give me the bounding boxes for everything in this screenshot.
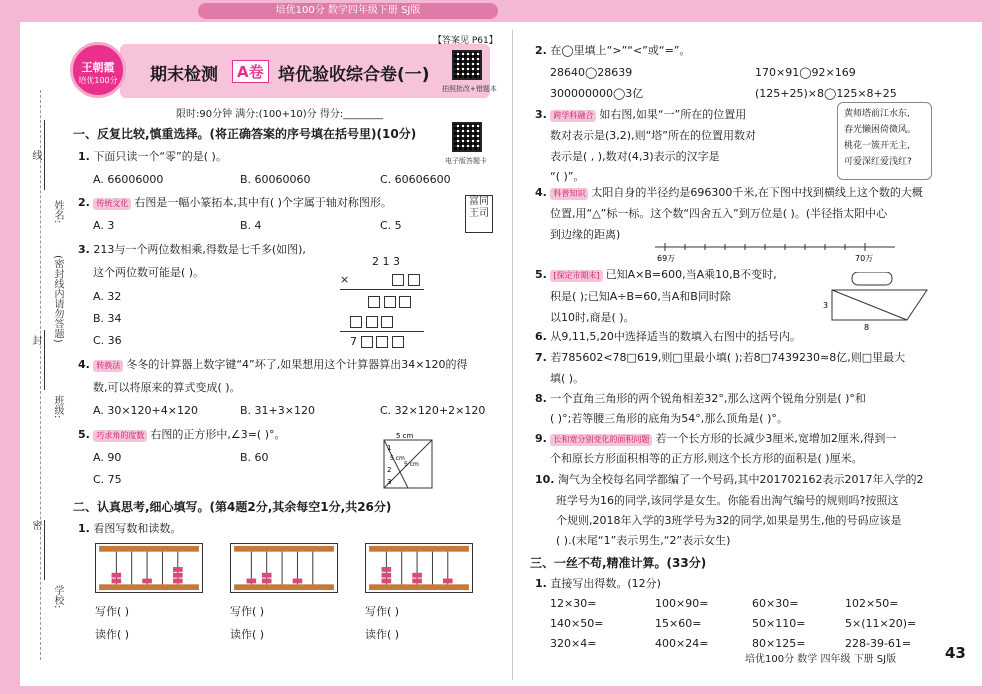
multiplicand: 2 1 3 xyxy=(372,255,400,268)
qr-code-icon[interactable] xyxy=(452,122,482,152)
q1-option-b[interactable]: B. 60060060 xyxy=(240,173,311,186)
digit-box[interactable] xyxy=(366,316,378,328)
seal-mark-secret: 密 xyxy=(30,520,41,530)
s2q10-line4: ( ).(末尾“1”表示男生,“2”表示女生) xyxy=(556,534,731,547)
q4-option-a[interactable]: A. 30×120+4×120 xyxy=(93,404,198,417)
digit-box[interactable] xyxy=(399,296,411,308)
q4-option-b[interactable]: B. 31+3×120 xyxy=(240,404,315,417)
write-blank-3[interactable]: 写作( ) xyxy=(365,605,400,618)
calc-item[interactable]: 80×125= xyxy=(752,637,806,650)
result-seven: 7 xyxy=(350,335,357,348)
q5-option-a[interactable]: A. 90 xyxy=(93,451,122,464)
read-blank-2[interactable]: 读作( ) xyxy=(230,628,265,641)
poem-line: 春光懒困倚微风。 xyxy=(844,125,917,135)
title-badge: A卷 xyxy=(232,60,269,83)
q4-text2: 数,可以将原来的算式变成( )。 xyxy=(93,381,241,394)
s2q3-line3: 表示是( , ),数对(4,3)表示的汉字是 xyxy=(550,150,720,163)
qr-code-icon[interactable] xyxy=(452,50,482,80)
calc-item[interactable]: 400×24= xyxy=(655,637,709,650)
s2q10-line1: 淘气为全校每名同学都编了一个号码,其中201702162表示2017年入学的2 xyxy=(558,473,924,486)
trap-height-label: 3 xyxy=(823,301,829,310)
q2-text: 右图是一幅小篆拓本,其中有( )个字属于轴对称图形。 xyxy=(134,196,392,209)
calc-item[interactable]: 228-39-61= xyxy=(845,637,912,650)
q-num: 1. xyxy=(535,577,547,590)
calc-item[interactable]: 5×(11×20)= xyxy=(845,617,917,630)
q4-option-c[interactable]: C. 32×120+2×120 xyxy=(380,404,486,417)
calc-item[interactable]: 50×110= xyxy=(752,617,806,630)
seal-dashed-line xyxy=(40,90,41,660)
answer-ref: 【答案见 P61】 xyxy=(433,36,498,46)
calc-item[interactable]: 320×4= xyxy=(550,637,597,650)
q1-text: 下面只读一个“零”的是( )。 xyxy=(93,150,227,163)
qr1-caption: 拍照批改+错题本 xyxy=(442,85,497,93)
calc-item[interactable]: 60×30= xyxy=(752,597,799,610)
digit-box[interactable] xyxy=(392,336,404,348)
time-limit: 限时:90分钟 满分:(100+10)分 得分:________ xyxy=(176,109,384,120)
digit-box[interactable] xyxy=(361,336,373,348)
q3-option-a[interactable]: A. 32 xyxy=(93,290,122,303)
s2q7-line2: 填( )。 xyxy=(550,372,585,385)
ruler-label-70: 70万 xyxy=(855,254,874,262)
name-label: 姓名: xyxy=(52,200,63,224)
digit-box[interactable] xyxy=(408,274,420,286)
poem-line: 桃花一簇开无主, xyxy=(844,141,910,151)
column-divider xyxy=(512,30,513,680)
s2q9-tag: 长和宽分别变化的面积问题 xyxy=(550,434,652,446)
rule-line xyxy=(340,331,424,332)
abacus-figure xyxy=(365,543,473,593)
compare-2[interactable]: 170×91◯92×169 xyxy=(755,66,856,79)
trap-base-label: 8 xyxy=(864,323,870,332)
abacus-figure xyxy=(95,543,203,593)
q-num: 3. xyxy=(535,108,547,121)
s2q2-text: 在◯里填上“>”“<”或“=”。 xyxy=(550,44,691,57)
compare-1[interactable]: 28640◯28639 xyxy=(550,66,633,79)
s2q4-line2: 位置,用“△”标一标。这个数“四舍五入”到万位是( )。(半径指太阳中心 xyxy=(550,207,888,220)
q3-text1: 213与一个两位数相乘,得数是七千多(如图), xyxy=(93,243,306,256)
s2q7-line1: 若785602<78□619,则□里最小填( );若8□7439230≈8亿,则□里最大 xyxy=(550,351,906,364)
s2q3-tag: 跨学科融合 xyxy=(550,110,596,122)
q2-tag: 传统文化 xyxy=(93,198,131,210)
class-blank[interactable] xyxy=(44,330,45,390)
digit-box[interactable] xyxy=(392,274,404,286)
q-num: 9. xyxy=(535,432,547,445)
s2q10-line3: 个规则,2018年入学的3班学号为32的同学,如果是男生,他的号码应该是 xyxy=(556,514,902,527)
digit-box[interactable] xyxy=(384,296,396,308)
calc-item[interactable]: 12×30= xyxy=(550,597,597,610)
s2q5-tag: [保定市期末] xyxy=(550,270,602,282)
s2q8-line1: 一个直角三角形的两个锐角相差32°,那么这两个锐角分别是( )°和 xyxy=(550,392,866,405)
s2q4-tag: 科普知识 xyxy=(550,188,588,200)
s3q1-text: 直接写出得数。(12分) xyxy=(550,577,661,590)
s2q9-line2: 个和原长方形面积相等的正方形,则这个长方形的面积是( )厘米。 xyxy=(550,452,863,465)
q2-option-c[interactable]: C. 5 xyxy=(380,219,402,232)
read-blank-3[interactable]: 读作( ) xyxy=(365,628,400,641)
logo-text: 王朝霞 xyxy=(81,61,115,74)
section2-title: 二、认真思考,细心填写。(第4题2分,其余每空1分,共26分) xyxy=(73,500,392,514)
digit-box[interactable] xyxy=(368,296,380,308)
s2q5-line1: 已知A×B=600,当A乘10,B不变时, xyxy=(605,268,777,281)
q2-option-b[interactable]: B. 4 xyxy=(240,219,262,232)
s2q5-line2: 积是( );已知A÷B=60,当A和B同时除 xyxy=(550,290,731,303)
q3-option-c[interactable]: C. 36 xyxy=(93,334,122,347)
q-num: 5. xyxy=(535,268,547,281)
q-num: 2. xyxy=(78,196,90,209)
school-blank[interactable] xyxy=(44,520,45,580)
q5-option-c[interactable]: C. 75 xyxy=(93,473,122,486)
right-border xyxy=(982,22,1000,694)
q-num: 4. xyxy=(78,358,90,371)
side-label: 5 cm xyxy=(404,461,419,468)
s2q3-line4: “( )”。 xyxy=(550,170,585,183)
trapezoid-shape xyxy=(832,290,927,320)
q5-text: 右图的正方形中,∠3=( )°。 xyxy=(150,428,286,441)
name-blank[interactable] xyxy=(44,120,45,190)
q-num: 2. xyxy=(535,44,547,57)
top-border xyxy=(0,0,1000,22)
number-line[interactable] xyxy=(655,242,895,262)
qr2-caption: 电子版答题卡 xyxy=(445,157,487,165)
s2q3-line1: 如右图,如果“一”所在的位置用 xyxy=(599,108,747,121)
q-num: 6. xyxy=(535,330,547,343)
digit-box[interactable] xyxy=(350,316,362,328)
q1-option-c[interactable]: C. 60606600 xyxy=(380,173,451,186)
q3-text2: 这个两位数可能是( )。 xyxy=(93,266,205,279)
brand-logo xyxy=(70,42,126,98)
s2q9-line1: 若一个长方形的长减少3厘米,宽增加2厘米,得到一 xyxy=(655,432,897,445)
calc-item[interactable]: 100×90= xyxy=(655,597,709,610)
write-blank-1[interactable]: 写作( ) xyxy=(95,605,130,618)
square-angle-figure xyxy=(378,432,440,490)
side-label: 5 cm xyxy=(396,432,414,440)
s2q10-line2: 班学号为16的同学,该同学是女生。你能看出淘气编号的规则吗?按照这 xyxy=(556,494,899,507)
class-label: 班级: xyxy=(52,395,63,419)
rule-line xyxy=(340,289,424,290)
seal-mark-seal: 封 xyxy=(30,335,41,345)
q4-tag: 转换法 xyxy=(93,360,123,372)
read-blank-1[interactable]: 读作( ) xyxy=(95,628,130,641)
s2q5-line3: 以10时,商是( )。 xyxy=(550,311,635,324)
logo-subtext: 培优100分 xyxy=(78,76,118,85)
s2q4-line1: 太阳自身的半径约是696300千米,在下图中找到横线上这个数的大概 xyxy=(591,186,923,199)
compare-4[interactable]: (125+25)×8◯125×8+25 xyxy=(755,87,897,100)
angle-label: 2 xyxy=(387,466,392,474)
q-num: 1. xyxy=(78,522,90,535)
trapezoid-diagonal xyxy=(832,290,907,320)
q3-option-b[interactable]: B. 34 xyxy=(93,312,122,325)
q-num: 4. xyxy=(535,186,547,199)
q-num: 10. xyxy=(535,473,555,486)
school-label: 学校: xyxy=(52,585,63,609)
q-num: 8. xyxy=(535,392,547,405)
q5-option-b[interactable]: B. 60 xyxy=(240,451,269,464)
digit-box[interactable] xyxy=(376,336,388,348)
seal-note: (密封线内请勿答题) xyxy=(52,255,63,343)
s2q1-text: 看图写数和读数。 xyxy=(93,522,182,535)
multiplication-figure xyxy=(340,255,440,355)
poem-box xyxy=(837,102,932,180)
s2q4-line3: 到边缘的距离) xyxy=(550,228,621,241)
title-sub: 培优验收综合卷(一) xyxy=(278,65,430,85)
blank-oval[interactable] xyxy=(852,272,892,285)
compare-3[interactable]: 300000000◯3亿 xyxy=(550,87,644,100)
header-note: 培优100分 数学四年级下册 SJ版 xyxy=(198,3,498,19)
q4-text1: 冬冬的计算器上数字键“4”坏了,如果想用这个计算器算出34×120的得 xyxy=(126,358,468,371)
left-border xyxy=(0,22,20,694)
q5-tag: 巧求角的度数 xyxy=(93,430,147,442)
s2q8-line2: ( )°;若等腰三角形的底角为54°,那么顶角是( )°。 xyxy=(550,412,788,425)
calc-item[interactable]: 15×60= xyxy=(655,617,702,630)
digit-box[interactable] xyxy=(381,316,393,328)
poem-line: 可爱深红爱浅红? xyxy=(844,157,912,167)
ruler-label-69: 69万 xyxy=(657,254,676,262)
abacus-figure xyxy=(230,543,338,593)
q1-option-a[interactable]: A. 66006000 xyxy=(93,173,164,186)
page-number: 43 xyxy=(945,644,966,662)
angle-label: 1 xyxy=(387,444,392,452)
trapezoid-figure xyxy=(822,272,937,332)
s2q6-text: 从9,11,5,20中选择适当的数填入右图中的括号内。 xyxy=(550,330,801,343)
section1-title: 一、反复比较,慎重选择。(将正确答案的序号填在括号里)(10分) xyxy=(73,127,417,141)
side-label: 5 cm xyxy=(390,455,405,462)
q-num: 1. xyxy=(78,150,90,163)
q-num: 5. xyxy=(78,428,90,441)
calc-item[interactable]: 140×50= xyxy=(550,617,604,630)
times-sign: × xyxy=(340,273,350,286)
section3-title: 三、一丝不苟,精准计算。(33分) xyxy=(530,556,707,570)
seal-rubbing-image: 富同王司 xyxy=(465,195,493,233)
q-num: 7. xyxy=(535,351,547,364)
q-num: 3. xyxy=(78,243,90,256)
calc-item[interactable]: 102×50= xyxy=(845,597,899,610)
angle-label: 3 xyxy=(387,478,392,486)
footer-text: 培优100分 数学 四年级 下册 SJ版 xyxy=(745,654,897,665)
poem-line: 黄师塔前江水东, xyxy=(844,109,910,119)
title-main: 期末检测 xyxy=(150,65,218,85)
write-blank-2[interactable]: 写作( ) xyxy=(230,605,265,618)
q2-option-a[interactable]: A. 3 xyxy=(93,219,115,232)
seal-mark-line: 线 xyxy=(30,150,41,160)
s2q3-line2: 数对表示是(3,2),则“塔”所在的位置用数对 xyxy=(550,129,756,142)
